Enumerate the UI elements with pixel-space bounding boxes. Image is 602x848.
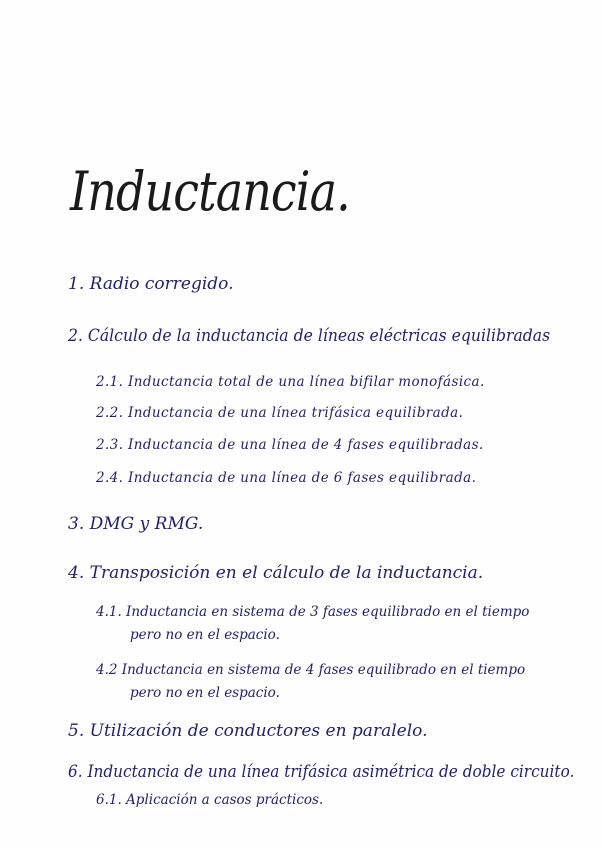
section-5-conductores-paralelo: 5. Utilización de conductores en paralelo. [68, 721, 428, 741]
subsection-2-1: 2.1. Inductancia total de una línea bifilar monofásica. [96, 374, 485, 390]
subsection-4-1: 4.1. Inductancia en sistema de 3 fases equilibrado en el tiempo [96, 604, 530, 620]
section-4-transposicion: 4. Transposición en el cálculo de la inductancia. [68, 563, 484, 583]
subsection-2-2: 2.2. Inductancia de una línea trifásica equilibrada. [96, 405, 464, 421]
subsection-4-2-continuation: pero no en el espacio. [130, 685, 280, 701]
subsection-4-2: 4.2 Inductancia en sistema de 4 fases equilibrado en el tiempo [96, 662, 526, 678]
subsection-2-4: 2.4. Inductancia de una línea de 6 fases equilibrada. [96, 470, 477, 486]
section-3-dmg-rmg: 3. DMG y RMG. [68, 514, 204, 534]
page-title: Inductancia. [70, 160, 350, 223]
subsection-4-1-continuation: pero no en el espacio. [130, 627, 280, 643]
section-2-calculo-inductancia: 2. Cálculo de la inductancia de líneas eléctricas equilibradas [68, 326, 551, 346]
subsection-6-1: 6.1. Aplicación a casos prácticos. [96, 792, 324, 808]
subsection-2-3: 2.3. Inductancia de una línea de 4 fases equilibradas. [96, 437, 484, 453]
section-1-radio-corregido: 1. Radio corregido. [68, 274, 234, 294]
section-6-doble-circuito: 6. Inductancia de una línea trifásica asimétrica de doble circuito. [68, 762, 575, 782]
